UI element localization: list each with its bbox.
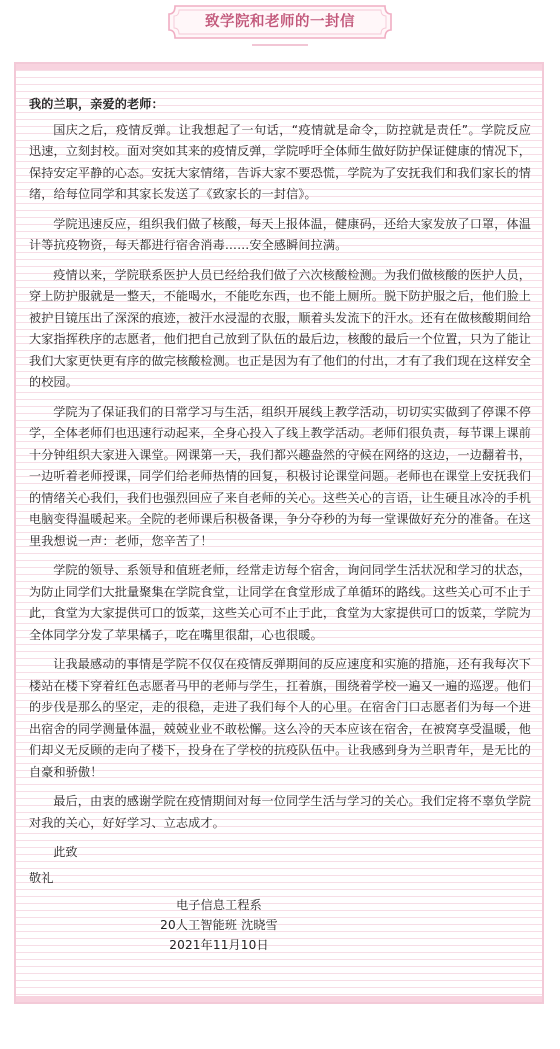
letter-body — [29, 94, 531, 955]
signature-date: 2021年11月10日 — [169, 938, 269, 952]
signature-block — [29, 895, 409, 955]
letter-paragraph: 疫情以来，学院联系医护人员已经给我们做了六次核酸检测。为我们做核酸的医护人员，穿上防护服就是一整天，不能喝水，不能吃东西，也不能上厕所。脱下防护服之后，他们脸上被护目镜压出了深深的痕迹，被汗水浸湿的衣服，顺着头发流下的汗水。还有在做核酸期间给大家指挥秩序的志愿者，他们把自己放到了队伍的最后边，核酸的最后一个位置，只为了能让我们大家更快更有序的做完核酸检测。也正是因为有了他们的付出，才有了我们现在这样安全的校园。 — [29, 267, 531, 389]
signature-author: 20人工智能班 沈晓雪 — [160, 918, 278, 932]
letter-paper — [14, 62, 544, 1004]
signature-department: 电子信息工程系 — [176, 898, 262, 912]
letter-paragraph: 国庆之后，疫情反弹。让我想起了一句话，“疫情就是命令，防控就是责任”。学院反应迅速，立刻封校。面对突如其来的疫情反弹，学院呼吁全体师生做好防护保证健康的情况下，保持安定平静的心态。安抚大家情绪，告诉大家不要恐慌，学院为了安抚我们和我们家长的情绪，给每位同学和其家长发送了《致家长的一封信》。 — [29, 122, 531, 201]
closing-salute: 敬礼 — [29, 870, 54, 885]
closing-respect: 此致 — [53, 845, 78, 859]
page-title: 致学院和老师的一封信 — [205, 14, 355, 30]
title-banner — [167, 4, 393, 40]
letter-paragraph: 让我最感动的事情是学院不仅仅在疫情反弹期间的反应速度和实施的措施，还有我每次下楼站在楼下穿着红色志愿者马甲的老师与学生，扛着旗，围绕着学校一遍又一遍的巡逻。他们的步伐是那么的坚定，走的很稳，走进了我们每个人的心里。在宿舍门口志愿者们为每一个进出宿舍的同学测量体温，兢兢业业不敢松懈。这么冷的天本应该在宿舍，在被窝享受温暖，他们却义无反顾的走向了楼下，投身在了学校的抗疫队伍中。让我感到身为兰职青年，是无比的自豪和骄傲！ — [29, 657, 531, 779]
title-divider — [252, 44, 308, 46]
letter-paragraph: 学院的领导、系领导和值班老师，经常走访每个宿舍，询问同学生活状况和学习的状态，为防止同学们大批量聚集在学院食堂，让同学在食堂形成了单循环的路线。这些关心可不止于此，食堂为大家提供可口的饭菜，这些关心可不止于此，食堂为大家提供可口的饭菜，学院为全体同学分发了苹果橘子，吃在嘴里很甜，心也很暖。 — [29, 563, 531, 642]
letter-paragraph: 最后，由衷的感谢学院在疫情期间对每一位同学生活与学习的关心。我们定将不辜负学院对我的关心，好好学习、立志成才。 — [29, 794, 531, 830]
letter-salutation: 我的兰职，亲爱的老师： — [29, 97, 164, 111]
letter-paragraph: 学院迅速反应，组织我们做了核酸，每天上报体温，健康码，还给大家发放了口罩，体温计等抗疫物资，每天都进行宿舍消毒……安全感瞬间拉满。 — [29, 216, 531, 252]
letter-paragraph: 学院为了保证我们的日常学习与生活，组织开展线上教学活动，切切实实做到了停课不停学，全体老师们也迅速行动起来，全身心投入了线上教学活动。老师们很负责，每节课上课前十分钟组织大家进入课堂。网课第一天，我们都兴趣盎然的守候在网络的这边，一边翻着书，一边听着老师授课，同学们给老师热情的回复，积极讨论课堂问题。老师也在课堂上安抚我们的情绪关心我们，我们也强烈回应了来自老师的关心。这些关心的言语，让生硬且冰冷的手机电脑变得温暖起来。全院的老师课后积极备课，争分夺秒的为每一堂课做好充分的准备。在这里我想说一声：老师，您辛苦了！ — [29, 404, 531, 548]
